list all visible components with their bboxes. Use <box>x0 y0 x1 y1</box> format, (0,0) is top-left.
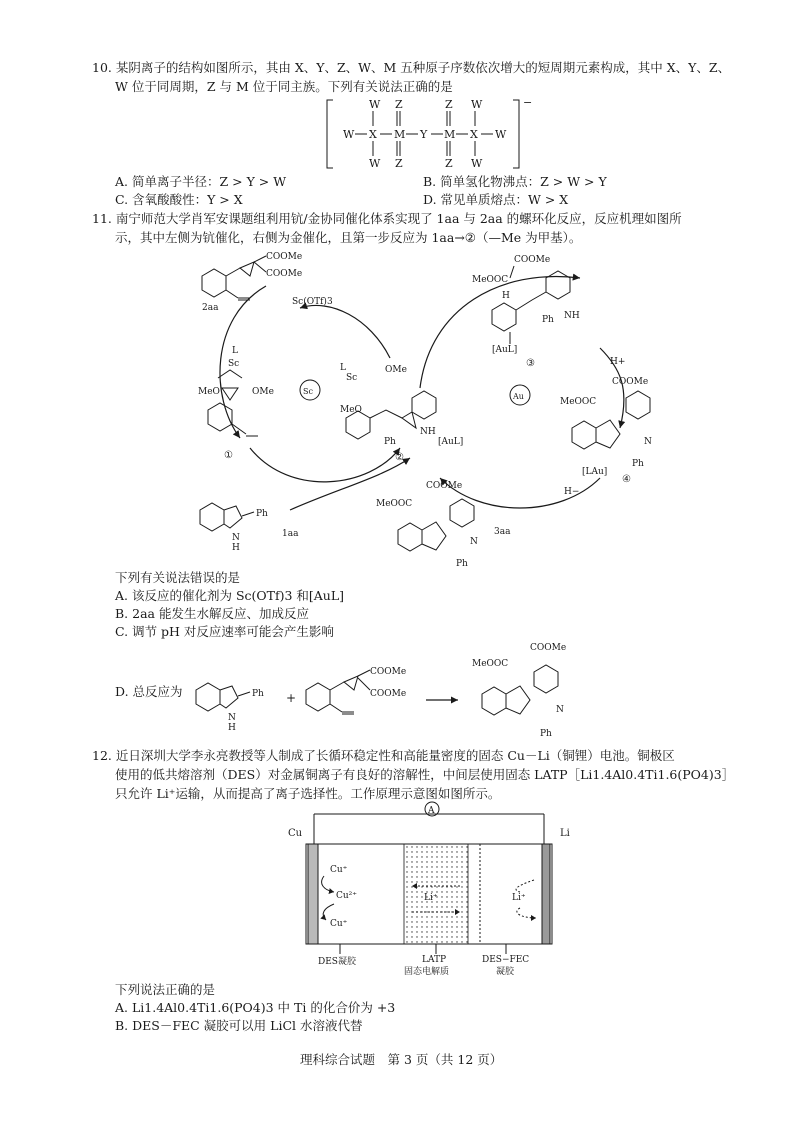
des-fec-label-2: 凝胶 <box>496 967 515 977</box>
svg-text:MeO: MeO <box>198 387 220 397</box>
ammeter-label: A <box>428 806 435 816</box>
svg-text:MeO: MeO <box>340 405 362 415</box>
svg-text:Z: Z <box>445 157 453 170</box>
q12-stem-line3: 只允许 Li⁺运输，从而提高了离子选择性。工作原理示意图如图所示。 <box>115 786 501 801</box>
q10-stem-line1: 10. 某阴离子的结构如图所示，其由 X、Y、Z、W、M 五种原子序数依次增大的短周期元素构成，其中 X、Y、Z、 <box>92 60 731 75</box>
intermediate-1 <box>198 346 274 461</box>
des-fec-label: DES−FEC <box>482 955 530 965</box>
svg-text:H: H <box>232 543 240 553</box>
q12-battery-diagram <box>280 800 590 980</box>
svg-text:COOMe: COOMe <box>426 481 463 491</box>
svg-text:MeOOC: MeOOC <box>472 275 509 285</box>
svg-text:COOMe: COOMe <box>266 252 303 262</box>
svg-text:Li⁺: Li⁺ <box>512 893 526 903</box>
hplus-label: H+ <box>610 357 626 367</box>
intermediate-3 <box>472 255 580 369</box>
svg-text:N: N <box>228 713 236 723</box>
svg-text:OMe: OMe <box>385 365 407 375</box>
svg-text:COOMe: COOMe <box>266 269 303 279</box>
q12-option-a: A. Li1.4Al0.4Ti1.6(PO4)3 中 Ti 的化合价为 +3 <box>115 1000 396 1015</box>
q10-option-b: B. 简单氢化物沸点：Z > W > Y <box>423 174 607 189</box>
q12-stem-line2: 使用的低共熔溶剂（DES）对金属铜离子有良好的溶解性，中间层使用固态 LATP［Li1.4Al0.4Ti1.6(PO4)3］ <box>115 767 735 782</box>
svg-text:Ph: Ph <box>252 689 264 699</box>
li-electrode <box>542 844 550 944</box>
svg-text:NH: NH <box>564 311 580 321</box>
svg-text:W: W <box>495 128 507 141</box>
svg-text:①: ① <box>224 450 233 461</box>
q12-question: 下列说法正确的是 <box>115 982 216 997</box>
latp-label: LATP <box>422 955 447 965</box>
svg-text:COOMe: COOMe <box>370 667 407 677</box>
svg-text:[LAu]: [LAu] <box>582 467 608 477</box>
molecule-2aa <box>202 252 302 313</box>
svg-text:Z: Z <box>395 157 403 170</box>
svg-text:X: X <box>470 128 478 141</box>
svg-text:M: M <box>444 128 456 141</box>
svg-text:X: X <box>369 128 377 141</box>
svg-text:W: W <box>343 128 355 141</box>
svg-text:Y: Y <box>420 128 428 141</box>
q10-stem-line2: W 位于同周期，Z 与 M 位于同主族。下列有关说法正确的是 <box>115 79 453 94</box>
svg-text:MeOOC: MeOOC <box>472 659 509 669</box>
svg-text:Sc: Sc <box>346 373 358 383</box>
q11-question: 下列有关说法错误的是 <box>115 570 241 585</box>
q11-stem-line2: 示，其中左侧为钪催化，右侧为金催化，且第一步反应为 1aa→②（—Me 为甲基）。 <box>115 230 582 245</box>
svg-text:③: ③ <box>526 358 535 369</box>
svg-text:1aa: 1aa <box>282 529 299 539</box>
molecule-3aa <box>376 481 511 569</box>
svg-text:N: N <box>556 705 564 715</box>
svg-text:W: W <box>369 98 381 111</box>
svg-text:Cu⁺: Cu⁺ <box>330 919 348 929</box>
svg-text:N: N <box>644 437 652 447</box>
q10-option-c: C. 含氧酸酸性：Y > X <box>115 192 243 207</box>
svg-text:COOMe: COOMe <box>612 377 649 387</box>
svg-text:MeOOC: MeOOC <box>376 499 413 509</box>
svg-text:MeOOC: MeOOC <box>560 397 597 407</box>
cu-electrode-label: Cu <box>288 828 303 839</box>
svg-text:OMe: OMe <box>252 387 274 397</box>
svg-text:M: M <box>394 128 406 141</box>
q11-option-b: B. 2aa 能发生水解反应、加成反应 <box>115 606 309 621</box>
svg-text:Ph: Ph <box>384 437 396 447</box>
svg-text:Cu²⁺: Cu²⁺ <box>336 891 358 901</box>
molecule-1aa <box>200 503 299 553</box>
svg-text:L: L <box>232 346 238 356</box>
svg-text:Cu⁺: Cu⁺ <box>330 865 348 875</box>
svg-text:COOMe: COOMe <box>530 643 567 653</box>
li-electrode-label: Li <box>560 828 570 839</box>
svg-text:N: N <box>470 537 478 547</box>
svg-text:Ph: Ph <box>256 509 268 519</box>
des-gel-label: DES凝胶 <box>318 957 356 967</box>
svg-text:H: H <box>228 723 236 733</box>
svg-text:NH: NH <box>420 427 436 437</box>
svg-text:L: L <box>340 363 346 373</box>
sc-cycle-center: Sc <box>303 387 313 396</box>
cu-electrode <box>308 844 318 944</box>
svg-text:3aa: 3aa <box>494 527 511 537</box>
left-bracket <box>327 100 333 168</box>
intermediate-4 <box>560 377 652 485</box>
svg-text:Ph: Ph <box>540 729 552 739</box>
svg-text:Z: Z <box>445 98 453 111</box>
svg-text:+: + <box>286 691 297 705</box>
svg-text:Li⁺: Li⁺ <box>424 893 438 903</box>
svg-text:Ph: Ph <box>542 315 554 325</box>
q11-stem-line1: 11. 南宁师范大学肖军安课题组利用钪/金协同催化体系实现了 1aa 与 2aa 的螺环化反应，反应机理如图所 <box>92 211 682 226</box>
svg-text:[AuL]: [AuL] <box>492 345 518 355</box>
q12-stem-line1: 12. 近日深圳大学李永亮教授等人制成了长循环稳定性和高能量密度的固态 Cu－Li（铜锂）电池。铜极区 <box>92 748 675 763</box>
svg-text:COOMe: COOMe <box>514 255 551 265</box>
q11-option-d: D. 总反应为 <box>115 684 183 699</box>
svg-text:Sc: Sc <box>228 359 240 369</box>
page-footer: 理科综合试题 第 3 页（共 12 页） <box>300 1052 503 1067</box>
charge-sign: − <box>523 96 533 109</box>
scotf-label: Sc(OTf)3 <box>292 297 333 307</box>
q10-option-d: D. 常见单质熔点：W > X <box>423 192 569 207</box>
hminus-label: H− <box>564 487 580 497</box>
svg-text:COOMe: COOMe <box>370 689 407 699</box>
latp-label-2: 固态电解质 <box>404 967 450 977</box>
svg-text:Z: Z <box>395 98 403 111</box>
q11-overall-reaction <box>190 640 600 744</box>
q11-mechanism-diagram <box>180 248 700 578</box>
svg-text:④: ④ <box>622 474 631 485</box>
svg-text:W: W <box>369 157 381 170</box>
svg-text:Ph: Ph <box>632 459 644 469</box>
svg-text:Ph: Ph <box>456 559 468 569</box>
svg-text:N: N <box>232 533 240 543</box>
au-cycle-center: Au <box>513 392 524 401</box>
q10-anion-structure <box>325 96 535 172</box>
q11-option-c: C. 调节 pH 对反应速率可能会产生影响 <box>115 624 334 639</box>
aul-label: [AuL] <box>438 437 464 447</box>
svg-text:2aa: 2aa <box>202 303 219 313</box>
q11-option-a: A. 该反应的催化剂为 Sc(OTf)3 和[AuL] <box>115 588 345 603</box>
svg-text:W: W <box>471 157 483 170</box>
right-bracket <box>513 100 519 168</box>
q12-option-b: B. DES－FEC 凝胶可以用 LiCl 水溶液代替 <box>115 1018 363 1033</box>
svg-text:②: ② <box>395 452 404 463</box>
q10-option-a: A. 简单离子半径：Z > Y > W <box>115 174 287 189</box>
svg-text:H: H <box>502 291 510 301</box>
svg-text:W: W <box>471 98 483 111</box>
